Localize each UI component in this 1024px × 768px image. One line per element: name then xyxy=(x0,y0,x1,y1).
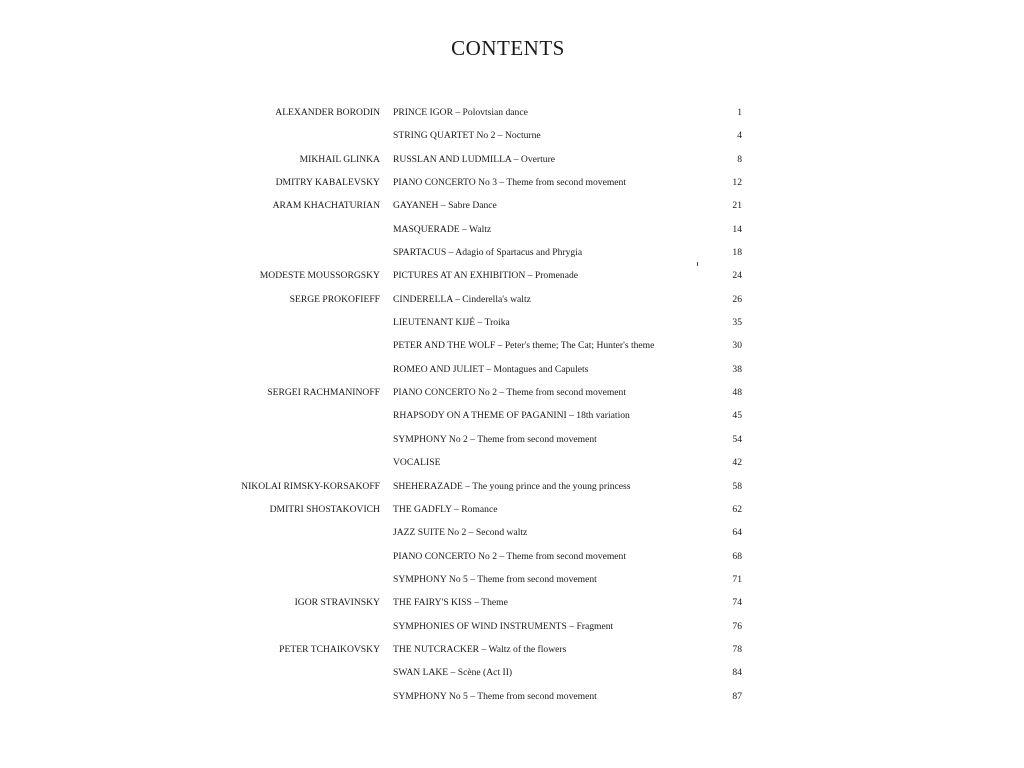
page-number: 58 xyxy=(732,480,742,492)
page-number: 84 xyxy=(732,667,742,679)
toc-entry xyxy=(0,241,1024,264)
page-number: 14 xyxy=(732,223,742,235)
toc-entry xyxy=(0,685,1024,708)
page-number: 4 xyxy=(737,130,742,142)
toc-entry xyxy=(0,264,1024,287)
toc-entry xyxy=(0,428,1024,451)
work-title: MASQUERADE – Waltz xyxy=(393,223,492,235)
work-title: VOCALISE xyxy=(393,457,441,469)
work-title: JAZZ SUITE No 2 – Second waltz xyxy=(393,527,528,539)
work-title: THE NUTCRACKER – Waltz of the flowers xyxy=(393,643,567,655)
toc-entry xyxy=(0,381,1024,404)
composer-name: MODESTE MOUSSORGSKY xyxy=(259,270,380,282)
work-title: STRING QUARTET No 2 – Nocturne xyxy=(393,130,541,142)
page-number: 54 xyxy=(732,433,742,445)
page-number: 71 xyxy=(732,573,742,585)
toc-entry xyxy=(0,358,1024,381)
toc-entry xyxy=(0,638,1024,661)
toc-entry xyxy=(0,475,1024,498)
page-number: 26 xyxy=(732,293,742,305)
page-number: 64 xyxy=(732,527,742,539)
toc-entry xyxy=(0,194,1024,217)
composer-name: NIKOLAI RIMSKY-KORSAKOFF xyxy=(241,480,380,492)
composer-name: DMITRI SHOSTAKOVICH xyxy=(269,503,380,515)
toc-entry xyxy=(0,334,1024,357)
composer-name: PETER TCHAIKOVSKY xyxy=(279,643,380,655)
page-number: 42 xyxy=(732,457,742,469)
toc-entry xyxy=(0,148,1024,171)
work-title: PIANO CONCERTO No 2 – Theme from second movement xyxy=(393,387,627,399)
work-title: SWAN LAKE – Scène (Act II) xyxy=(393,667,513,679)
page-number: 1 xyxy=(737,107,742,118)
toc-entry xyxy=(0,661,1024,684)
composer-name: SERGEI RACHMANINOFF xyxy=(267,387,380,399)
page-title: CONTENTS xyxy=(451,36,565,60)
page-number: 76 xyxy=(732,620,742,632)
composer-name: MIKHAIL GLINKA xyxy=(299,153,380,165)
toc-entry xyxy=(0,311,1024,334)
page-number: 68 xyxy=(732,550,742,562)
work-title: SYMPHONY No 5 – Theme from second movement xyxy=(393,573,597,585)
toc-entry xyxy=(0,568,1024,591)
toc-entry xyxy=(0,124,1024,147)
work-title: CINDERELLA – Cinderella's waltz xyxy=(393,293,531,305)
composer-name: IGOR STRAVINSKY xyxy=(294,597,380,609)
page-number: 48 xyxy=(732,387,742,399)
composer-name: ARAM KHACHATURIAN xyxy=(272,200,380,212)
work-title: PIANO CONCERTO No 2 – Theme from second movement xyxy=(393,550,627,562)
toc-entry xyxy=(0,101,1024,124)
work-title: PRINCE IGOR – Polovtsian dance xyxy=(393,107,528,118)
toc-entry xyxy=(0,521,1024,544)
work-title: RHAPSODY ON A THEME OF PAGANINI – 18th variation xyxy=(393,410,630,422)
page-number: 21 xyxy=(732,200,742,212)
toc-entry xyxy=(0,545,1024,568)
page-number: 78 xyxy=(732,643,742,655)
work-title: SHEHERAZADE – The young prince and the young princess xyxy=(393,480,631,492)
work-title: THE FAIRY'S KISS – Theme xyxy=(393,597,508,609)
toc-entry xyxy=(0,615,1024,638)
page-number: 45 xyxy=(732,410,742,422)
work-title: PETER AND THE WOLF – Peter's theme; The Cat; Hunter's theme xyxy=(393,340,655,352)
work-title: PICTURES AT AN EXHIBITION – Promenade xyxy=(393,270,579,282)
page-number: 18 xyxy=(732,247,742,259)
work-title: LIEUTENANT KIJÉ – Troika xyxy=(393,317,510,329)
work-title: SPARTACUS – Adagio of Spartacus and Phrygia xyxy=(393,247,583,259)
work-title: SYMPHONY No 2 – Theme from second movement xyxy=(393,433,597,445)
page-number: 12 xyxy=(732,177,742,189)
work-title: GAYANEH – Sabre Dance xyxy=(393,200,497,212)
table-of-contents xyxy=(0,101,1024,708)
work-title: SYMPHONIES OF WIND INSTRUMENTS – Fragment xyxy=(393,620,614,632)
work-title: RUSSLAN AND LUDMILLA – Overture xyxy=(393,153,556,165)
page-number: 62 xyxy=(732,503,742,515)
work-title: THE GADFLY – Romance xyxy=(393,503,498,515)
composer-name: ALEXANDER BORODIN xyxy=(275,107,380,118)
work-title: SYMPHONY No 5 – Theme from second movement xyxy=(393,690,597,702)
toc-entry xyxy=(0,171,1024,194)
page-number: 30 xyxy=(732,340,742,352)
toc-entry xyxy=(0,498,1024,521)
toc-entry xyxy=(0,451,1024,474)
page-number: 8 xyxy=(737,153,742,165)
toc-entry xyxy=(0,404,1024,427)
toc-entry xyxy=(0,218,1024,241)
work-title: ROMEO AND JULIET – Montagues and Capulets xyxy=(393,363,589,375)
page-number: 38 xyxy=(732,363,742,375)
toc-entry xyxy=(0,288,1024,311)
page-number: 87 xyxy=(732,690,742,702)
work-title: PIANO CONCERTO No 3 – Theme from second movement xyxy=(393,177,627,189)
page-number: 35 xyxy=(732,317,742,329)
toc-entry xyxy=(0,591,1024,614)
page-number: 24 xyxy=(732,270,742,282)
composer-name: SERGE PROKOFIEFF xyxy=(289,293,380,305)
page-number: 74 xyxy=(732,597,742,609)
composer-name: DMITRY KABALEVSKY xyxy=(275,177,380,189)
stray-mark xyxy=(697,262,698,266)
